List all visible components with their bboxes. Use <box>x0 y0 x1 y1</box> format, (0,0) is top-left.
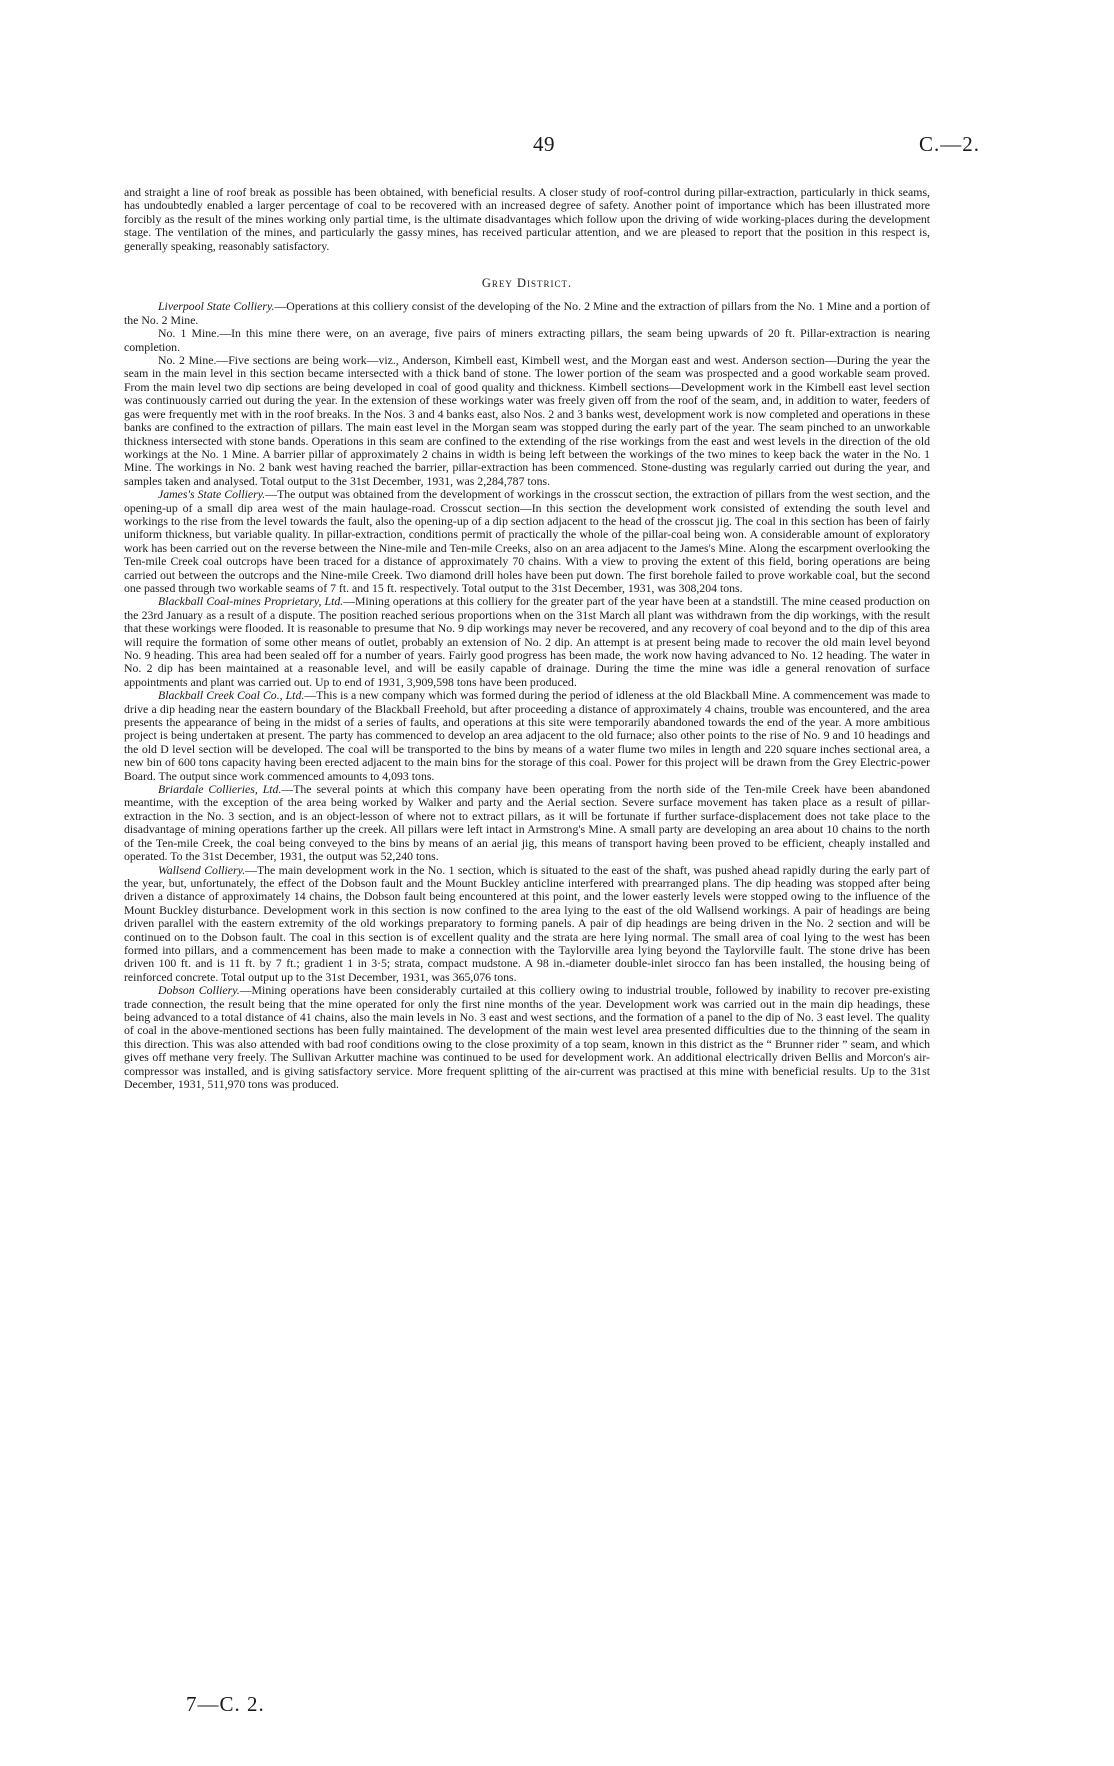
paragraph-james <box>124 488 930 595</box>
paragraph-text: —Mining operations have been considerably curtailed at this colliery owing to industrial trouble, followed by inability to recover pre-existing trade connection, the result being that the mine operated for only the first nine months of the year. Development work was carried out in the main dip headings, these being advanced to a total distance of 41 chains, also the main levels in No. 3 east and west sections, and the formation of a panel to the dip of No. 3 east level. The quality of coal in the above-mentioned sections has been fully maintained. The development of the main west level area presented difficulties due to the thinning of the seam in this direction. This was also attended with bad roof conditions owing to the close proximity of a top seam, known in this district as the “ Brunner rider ” seam, and which gives off methane very freely. The Sullivan Arkutter machine was continued to be used for development work. An additional electrically driven Bellis and Morcon's air-compressor was installed, and is giving satisfactory service. More frequent splitting of the air-current was practised at this mine with beneficial results. Up to the 31st December, 1931, 511,970 tons was produced. <box>124 983 930 1091</box>
paragraph-briardale <box>124 783 930 863</box>
paragraph-text: No. 2 Mine.—Five sections are being work—viz., Anderson, Kimbell east, Kimbell west, and the Morgan east and west. Anderson section—During the year the seam in the main level in this section became intersected with a thick band of stone. The lower portion of the seam was prospected and a good workable seam proved. From the main level two dip sections are being developed in coal of good quality and thickness. Kimbell sections—Development work in the Kimbell east level section was continuously carried out during the year. In the extension of these workings water was freely given off from the roof of the seam, and, in addition to water, feeders of gas were frequently met with in the roof breaks. In the Nos. 3 and 4 banks east, also Nos. 2 and 3 banks west, development work is now completed and operations in these banks are confined to the extraction of pillars. The main east level in the Morgan seam was stopped during the early part of the year. The seam pinched to an unworkable thickness intersected with stone bands. Operations in this seam are confined to the extending of the rise workings from the east and west levels in the direction of the old workings at the No. 1 Mine. A barrier pillar of approximately 2 chains in width is being left between the workings of the two mines to keep back the water in the No. 1 Mine. The workings in No. 2 bank west having reached the barrier, pillar-extraction has been commenced. Stone-dusting was regularly carried out during the year, and samples taken and analysed. Total output to the 31st December, 1931, was 2,284,787 tons. <box>124 353 930 488</box>
paragraph-lead: Wallsend Colliery. <box>158 862 246 877</box>
document-body <box>124 186 930 1091</box>
paragraph-text: —Mining operations at this colliery for the greater part of the year have been at a standstill. The mine ceased production on the 23rd January as a result of a dispute. The position reached serious proportions when on the 31st March all plant was withdrawn from the dip workings, with the result that these workings were flooded. It is reasonable to presume that No. 9 dip workings may never be recovered, and any recovery of coal beyond and to the dip of this area will require the formation of some other means of outlet, probably an extension of No. 2 dip. An attempt is at present being made to recover the old main level beyond No. 9 heading. This area had been sealed off for a number of years. Fairly good progress has been made, the work now having advanced to No. 12 heading. The water in No. 2 dip has been maintained at a reasonable level, and will be easily capable of drainage. During the time the mine was idle a general renovation of surface appointments and plant was carried out. Up to end of 1931, 3,909,598 tons have been produced. <box>124 594 930 689</box>
signature-mark: 7—C. 2. <box>186 1692 265 1716</box>
paragraph-lead: Blackball Creek Coal Co., Ltd. <box>158 688 305 703</box>
paragraph-lead: Dobson Colliery. <box>158 983 240 998</box>
paragraph-no2-mine <box>124 354 930 488</box>
paragraph-text: —This is a new company which was formed during the period of idleness at the old Blackball Mine. A commencement was made to drive a dip heading near the eastern boundary of the Blackball Freehold, but after proceeding a distance of approximately 4 chains, trouble was encountered, and the area presents the appearance of being in the midst of a series of faults, and operations at this site were temporarily abandoned towards the end of the year. A more ambitious project is being undertaken at present. The party has commenced to develop an area adjacent to the old furnace; also other points to the rise of No. 9 and 10 headings and the old D level section will be developed. The coal will be transported to the bins by means of a water flume two miles in length and 220 square inches sectional area, a new bin of 600 tons capacity having been erected adjacent to the main bins for the storage of this coal. Power for this project will be drawn from the Grey Electric-power Board. The output since work commenced amounts to 4,093 tons. <box>124 688 931 783</box>
paragraph-text: —The several points at which this company have been operating from the north side of the Ten-mile Creek have been abandoned meantime, with the exception of the area being worked by Walker and party and the Aerial section. Severe surface movement has taken place as a result of pillar-extraction in the No. 3 section, and is an object-lesson of where not to extract pillars, as it will be fortunate if further surface-displacement does not take place to the disadvantage of mining operations farther up the creek. All pillars were left intact in Armstrong's Mine. A small party are developing an area about 10 chains to the north of the Ten-mile Creek, the coal being conveyed to the bins by means of an aerial jig, this means of transport having been proved to be efficient, cheaply installed and operated. To the 31st December, 1931, the output was 52,240 tons. <box>124 782 930 864</box>
paragraph-blackball-creek <box>124 689 930 783</box>
paragraph-lead: James's State Colliery. <box>158 487 266 502</box>
intro-paragraph: and straight a line of roof break as possible has been obtained, with beneficial results. A closer study of roof-control during pillar-extraction, particularly in thick seams, has undoubtedly enabled a larger percentage of coal to be recovered with an increased degree of safety. Another point of importance which has been illustrated more forcibly as the result of the mines working only partial time, is the ultimate disadvantages which follow upon the driving of wide working-places during the development stage. The ventilation of the mines, and particularly the gassy mines, has received particular attention, and we are pleased to report that the position in this respect is, generally speaking, reasonably satisfactory. <box>124 185 930 253</box>
paragraph-lead: Briardale Collieries, Ltd. <box>158 782 282 797</box>
paragraph-text: —Operations at this colliery consist of the developing of the No. 2 Mine and the extraction of pillars from the No. 1 Mine and a portion of the No. 2 Mine. <box>124 299 930 327</box>
page-number: 49 <box>533 132 555 156</box>
paragraph-lead: Blackball Coal-mines Proprietary, Ltd. <box>158 594 344 609</box>
paragraph-text: —The main development work in the No. 1 section, which is situated to the east of the shaft, was pushed ahead rapidly during the early part of the year, but, unfortunately, the effect of the Dobson fault and the Mount Buckley anticline interfered with prearranged plans. The dip heading was stopped after being driven a distance of approximately 14 chains, the Dobson fault being encountered at this point, and the lower easterly levels were stopped owing to the influence of the Mount Buckley disturbance. Development work in this section is now confined to the area lying to the east of the old Wallsend workings. A pair of headings are being driven parallel with the eastern extremity of the old workings preparatory to forming panels. A pair of dip headings are being driven in the No. 2 section and will be continued on to the Dobson fault. The coal in this section is of excellent quality and the strata are here lying normal. The small area of coal lying to the west has been formed into pillars, and a commencement has been made to make a connection with the Taylorville area lying beyond the Taylorville fault. The stone drive has been driven 100 ft. and is 11 ft. by 7 ft.; gradient 1 in 3·5; strata, compact mudstone. A 98 in.-diameter double-inlet sirocco fan has been installed, the housing being of reinforced concrete. Total output up to the 31st December, 1931, was 365,076 tons. <box>124 862 930 984</box>
paragraph-liverpool <box>124 300 930 327</box>
paragraph-lead: Liverpool State Colliery. <box>158 299 275 314</box>
page-reference: C.—2. <box>918 132 980 156</box>
paragraph-blackball <box>124 595 930 689</box>
paragraph-text: No. 1 Mine.—In this mine there were, on an average, five pairs of miners extracting pillars, the seam being upwards of 20 ft. Pillar-extraction is nearing completion. <box>124 326 930 354</box>
paragraph-no1-mine <box>124 327 930 354</box>
section-heading: Grey District. <box>481 276 573 291</box>
paragraph-dobson <box>124 984 930 1091</box>
paragraph-wallsend <box>124 864 930 985</box>
paragraph-text: —The output was obtained from the development of workings in the crosscut section, the extraction of pillars from the west section, and the opening-up of a small dip area west of the main haulage-road. Crosscut section—In this section the development work consisted of extending the south level and workings to the rise from the level towards the fault, also the opening-up of a dip section adjacent to the head of the crosscut jig. The coal in this section has been of fairly uniform thickness, but variable quality. In pillar-extraction, conditions permit of practically the whole of the pillar-coal being won. A considerable amount of exploratory work has been carried out on the reverse between the Nine-mile and Ten-mile Creeks, also on an area adjacent to the James's Mine. Along the escarpment overlooking the Ten-mile Creek coal outcrops have been traced for a distance of approximately 70 chains. With a view to proving the extent of this field, boring operations are being carried out between the outcrops and the Nine-mile Creek. Two diamond drill holes have been put down. The first borehole failed to prove workable coal, but the second one passed through two workable seams of 7 ft. and 15 ft. respectively. Total output to the 31st December, 1931, was 308,204 tons. <box>124 487 930 595</box>
